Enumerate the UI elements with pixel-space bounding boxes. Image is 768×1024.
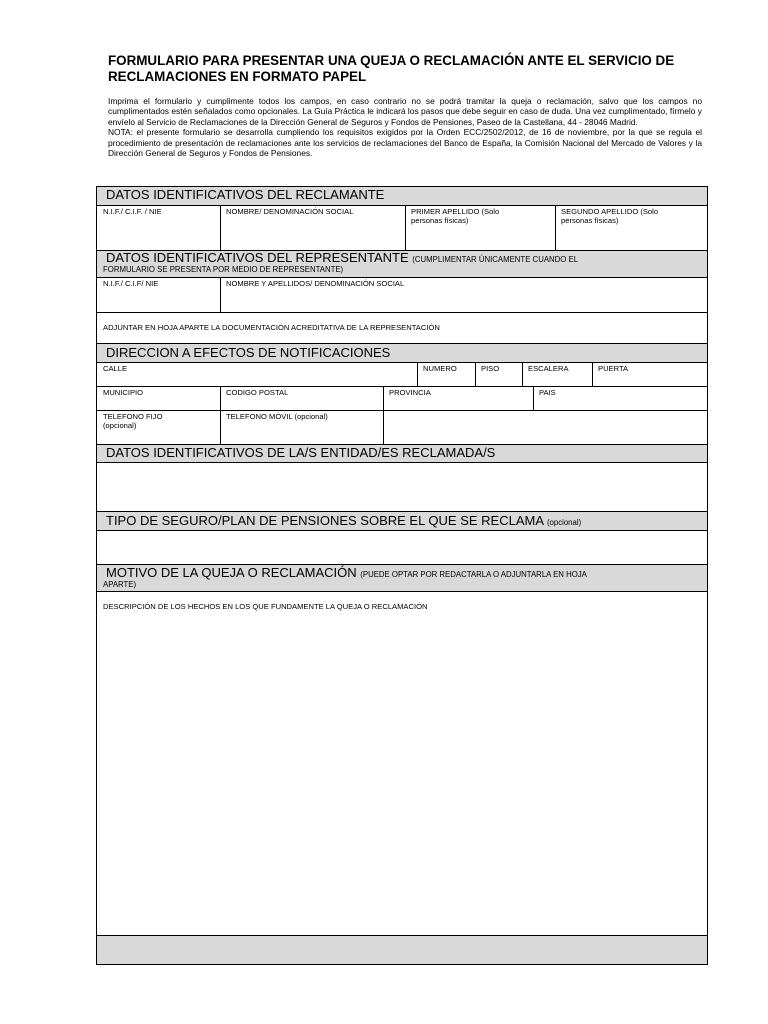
- telefono-movil-field[interactable]: [220, 411, 383, 444]
- section-header-representante: [97, 250, 707, 278]
- puerta-field[interactable]: [592, 363, 707, 386]
- section-header-motivo: [97, 564, 707, 592]
- field-label: N.I.F./ C.I.F. / NIE: [103, 207, 162, 216]
- field-label: PUERTA: [598, 364, 629, 373]
- reclamante-nombre-field[interactable]: [220, 206, 405, 250]
- reclamante-nif-field[interactable]: [97, 206, 220, 250]
- telefono-fijo-field[interactable]: [97, 411, 220, 444]
- field-label: TELEFONO MÓVIL (opcional): [226, 412, 328, 421]
- divider: [533, 387, 534, 410]
- section-note-continued: APARTE): [103, 580, 137, 589]
- representante-adjuntar-note: [97, 313, 707, 343]
- field-label: MUNICIPIO: [103, 388, 144, 397]
- entidad-reclamada-field[interactable]: [97, 463, 707, 511]
- instructions: [108, 96, 702, 158]
- section-title: DIRECCION A EFECTOS DE NOTIFICACIONES: [106, 345, 391, 360]
- field-label: ADJUNTAR EN HOJA APARTE LA DOCUMENTACIÓN ACREDITATIVA DE LA REPRESENTACIÓN: [103, 323, 440, 332]
- field-label: CALLE: [103, 364, 128, 373]
- section-note: (CUMPLIMENTAR ÚNICAMENTE CUANDO EL: [412, 255, 579, 264]
- divider: [383, 411, 384, 444]
- divider: [220, 387, 221, 410]
- municipio-field[interactable]: [97, 387, 220, 410]
- field-label: NOMBRE Y APELLIDOS/ DENOMINACIÓN SOCIAL: [226, 279, 405, 288]
- section-title: DATOS IDENTIFICATIVOS DE LA/S ENTIDAD/ES RECLAMADA/S: [106, 445, 496, 460]
- piso-field[interactable]: [475, 363, 522, 386]
- section-header-tipo-seguro: [97, 511, 707, 531]
- section-header-direccion: [97, 343, 707, 363]
- field-label: NOMBRE/ DENOMINACIÓN SOCIAL: [226, 207, 354, 216]
- divider: [383, 387, 384, 410]
- divider: [220, 206, 221, 250]
- reclamante-segundo-apellido-field[interactable]: [555, 206, 707, 250]
- field-label: ESCALERA: [528, 364, 569, 373]
- pais-field[interactable]: [533, 387, 707, 410]
- instructions-paragraph: Imprima el formulario y cumplimente todos los campos, en caso contrario no se podrá tramitar la queja o reclamación, salvo que los campos no cumplimentados estén señalados como opcionales. La Guía Práctica le indicará los pasos que debe seguir en caso de duda. Una vez cumplimentado, fírmelo y envíelo al Servicio de Reclamaciones de la Dirección General de Seguros y Fondos de Pensiones, Paseo de la Castellana, 44 - 28046 Madrid.: [108, 96, 702, 127]
- divider: [475, 363, 476, 386]
- section-title: DATOS IDENTIFICATIVOS DEL RECLAMANTE: [106, 187, 385, 202]
- reclamante-primer-apellido-field[interactable]: [405, 206, 555, 250]
- footer-band: [97, 935, 707, 964]
- section-header-reclamante: [97, 187, 707, 206]
- section-note: (opcional): [546, 518, 582, 527]
- divider: [405, 206, 406, 250]
- descripcion-hechos-field[interactable]: [97, 593, 707, 935]
- legal-note: NOTA: el presente formulario se desarrolla cumpliendo los requisitos exigidos por la Orden ECC/2502/2012, de 16 de noviembre, por la que se regula el procedimiento de presentación de reclamaciones ante los servicios de reclamaciones del Banco de España, la Comisión Nacional del Mercado de Valores y la Dirección General de Seguros y Fondos de Pensiones.: [108, 127, 702, 159]
- divider: [417, 363, 418, 386]
- section-header-entidad: [97, 444, 707, 463]
- field-label: NUMERO: [423, 364, 457, 373]
- field-label: N.I.F./ C.I.F/ NIE: [103, 279, 159, 288]
- section-note: (PUEDE OPTAR POR REDACTARLA O ADJUNTARLA EN HOJA: [360, 570, 587, 579]
- field-label: PROVINCIA: [389, 388, 431, 397]
- divider: [220, 278, 221, 312]
- escalera-field[interactable]: [522, 363, 592, 386]
- divider: [220, 411, 221, 444]
- provincia-field[interactable]: [383, 387, 533, 410]
- page-title: FORMULARIO PARA PRESENTAR UNA QUEJA O RECLAMACIÓN ANTE EL SERVICIO DE RECLAMACIONES EN FORMATO PAPEL: [108, 53, 675, 84]
- codigo-postal-field[interactable]: [220, 387, 383, 410]
- field-label: PISO: [481, 364, 500, 373]
- representante-nombre-field[interactable]: [220, 278, 707, 312]
- field-label: PRIMER APELLIDO (Solo personas físicas): [411, 207, 500, 225]
- field-label: CODIGO POSTAL: [226, 388, 289, 397]
- telefono-extra-field[interactable]: [383, 411, 707, 444]
- field-label: PAIS: [539, 388, 556, 397]
- tipo-seguro-field[interactable]: [97, 531, 707, 564]
- field-label: SEGUNDO APELLIDO (Solo personas físicas): [561, 207, 659, 225]
- field-label: TELEFONO FIJO (opcional): [103, 412, 163, 430]
- calle-field[interactable]: [97, 363, 417, 386]
- section-title: MOTIVO DE LA QUEJA O RECLAMACIÓN: [106, 565, 357, 580]
- representante-nif-field[interactable]: [97, 278, 220, 312]
- complaint-form: [96, 186, 708, 965]
- numero-field[interactable]: [417, 363, 475, 386]
- divider: [522, 363, 523, 386]
- field-label: DESCRIPCIÓN DE LOS HECHOS EN LOS QUE FUNDAMENTE LA QUEJA O RECLAMACIÓN: [103, 602, 428, 611]
- section-title: TIPO DE SEGURO/PLAN DE PENSIONES SOBRE EL QUE SE RECLAMA: [106, 513, 544, 528]
- divider: [592, 363, 593, 386]
- divider: [555, 206, 556, 250]
- section-note-continued: FORMULARIO SE PRESENTA POR MEDIO DE REPRESENTANTE): [103, 265, 344, 274]
- section-title: DATOS IDENTIFICATIVOS DEL REPRESENTANTE: [106, 250, 409, 265]
